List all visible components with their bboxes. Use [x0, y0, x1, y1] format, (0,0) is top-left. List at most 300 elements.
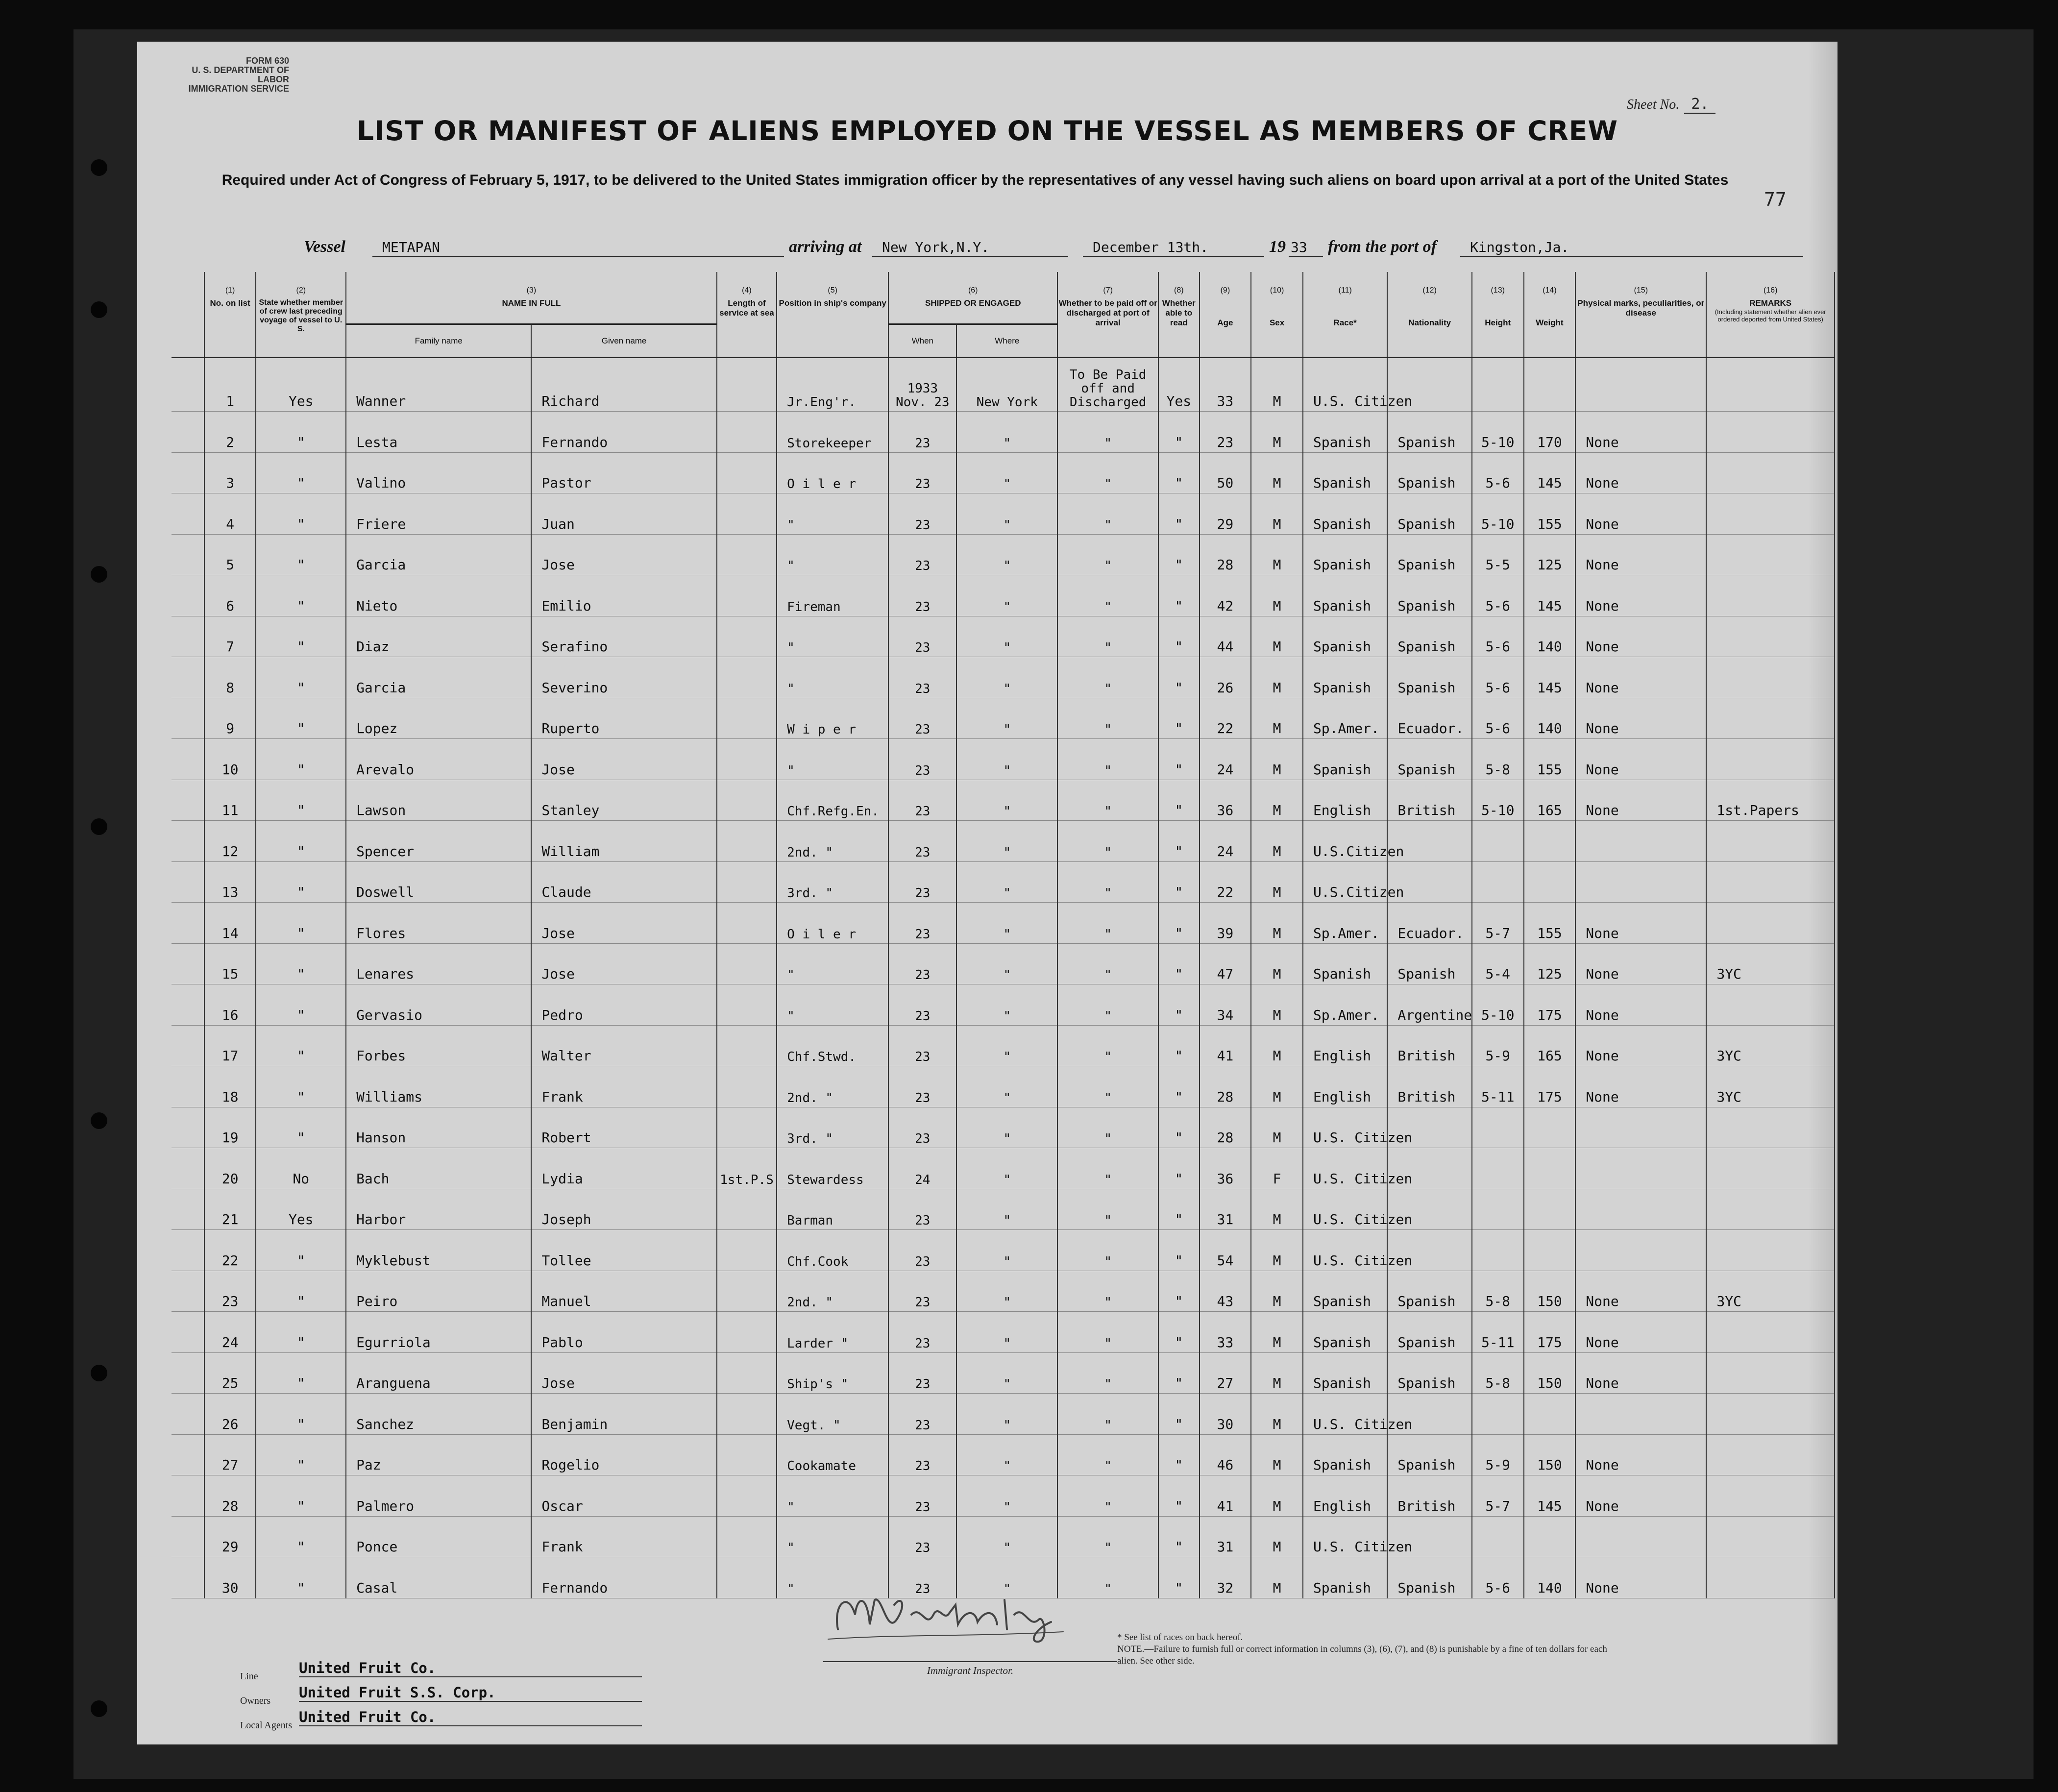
row-marks: None: [1575, 1475, 1706, 1517]
row-read: ": [1158, 903, 1199, 944]
row-position: Vegt. ": [777, 1394, 888, 1435]
row-family-name: Sanchez: [346, 1394, 531, 1435]
row-service: [717, 739, 777, 780]
row-age: 24: [1200, 821, 1251, 862]
row-margin: [172, 780, 204, 821]
row-nationality: Ecuador.: [1387, 698, 1471, 739]
row-sex: M: [1251, 739, 1303, 780]
row-number: 19: [204, 1107, 256, 1148]
row-remarks: 3YC: [1706, 1271, 1835, 1312]
row-marks: [1575, 358, 1706, 412]
row-height: 5-6: [1472, 575, 1524, 616]
row-position: 2nd. ": [777, 1066, 888, 1107]
row-remarks: [1706, 1312, 1835, 1353]
row-sex: M: [1251, 1434, 1303, 1475]
row-position: Chf.Refg.En.: [777, 780, 888, 821]
row-when: 23: [888, 452, 956, 493]
row-given-name: Emilio: [531, 575, 716, 616]
owners-value: United Fruit S.S. Corp.: [299, 1684, 642, 1702]
row-sex: M: [1251, 1271, 1303, 1312]
arriving-port: New York,N.Y.: [872, 239, 1068, 257]
row-marks: None: [1575, 412, 1706, 453]
row-family-name: Flores: [346, 903, 531, 944]
row-remarks: [1706, 1516, 1835, 1557]
row-race: U.S. Citizen: [1303, 1148, 1387, 1189]
row-race: Spanish: [1303, 1352, 1387, 1394]
row-where: ": [956, 1352, 1057, 1394]
row-where: ": [956, 1230, 1057, 1271]
row-read: ": [1158, 1557, 1199, 1598]
row-where: ": [956, 616, 1057, 657]
row-remarks: [1706, 821, 1835, 862]
row-where: ": [956, 903, 1057, 944]
row-race: Spanish: [1303, 943, 1387, 984]
row-where: ": [956, 452, 1057, 493]
row-nationality: Spanish: [1387, 1352, 1471, 1394]
row-race: U.S.Citizen: [1303, 821, 1387, 862]
row-sex: M: [1251, 616, 1303, 657]
sheet-number: [1627, 96, 1715, 113]
row-position: 3rd. ": [777, 1107, 888, 1148]
row-service: [717, 1066, 777, 1107]
row-family-name: Harbor: [346, 1189, 531, 1230]
row-height: [1472, 1516, 1524, 1557]
row-sex: M: [1251, 1107, 1303, 1148]
row-marks: None: [1575, 493, 1706, 535]
row-service: [717, 1312, 777, 1353]
row-remarks: [1706, 1475, 1835, 1517]
row-when: 23: [888, 1025, 956, 1066]
row-remarks: 3YC: [1706, 1025, 1835, 1066]
row-family-name: Garcia: [346, 534, 531, 575]
row-read: ": [1158, 1352, 1199, 1394]
row-height: [1472, 358, 1524, 412]
row-prev-voyage: ": [256, 984, 346, 1026]
table-row: [172, 1230, 1835, 1271]
binder-hole: [91, 159, 107, 176]
row-number: 21: [204, 1189, 256, 1230]
row-remarks: [1706, 1148, 1835, 1189]
row-given-name: Serafino: [531, 616, 716, 657]
row-nationality: British: [1387, 1066, 1471, 1107]
row-age: 33: [1200, 358, 1251, 412]
row-sex: M: [1251, 780, 1303, 821]
row-prev-voyage: ": [256, 412, 346, 453]
row-paid-off: ": [1057, 1271, 1158, 1312]
row-service: [717, 984, 777, 1026]
row-paid-off: ": [1057, 739, 1158, 780]
row-given-name: Jose: [531, 1352, 716, 1394]
row-where: ": [956, 821, 1057, 862]
table-row: [172, 358, 1835, 412]
row-when: 23: [888, 739, 956, 780]
row-age: 28: [1200, 1107, 1251, 1148]
row-prev-voyage: Yes: [256, 358, 346, 412]
row-marks: None: [1575, 534, 1706, 575]
row-race: Spanish: [1303, 412, 1387, 453]
col-position-header: (5) Position in ship's company: [777, 272, 888, 358]
row-marks: None: [1575, 1312, 1706, 1353]
row-position: ": [777, 616, 888, 657]
row-when: 23: [888, 984, 956, 1026]
row-age: 29: [1200, 493, 1251, 535]
row-remarks: 3YC: [1706, 943, 1835, 984]
row-margin: [172, 861, 204, 903]
row-given-name: Robert: [531, 1107, 716, 1148]
row-height: 5-5: [1472, 534, 1524, 575]
row-weight: [1524, 1230, 1576, 1271]
row-position: Storekeeper: [777, 412, 888, 453]
row-given-name: Jose: [531, 534, 716, 575]
row-where: ": [956, 1516, 1057, 1557]
row-paid-off: ": [1057, 1230, 1158, 1271]
row-given-name: Manuel: [531, 1271, 716, 1312]
row-marks: None: [1575, 616, 1706, 657]
row-number: 6: [204, 575, 256, 616]
row-read: ": [1158, 657, 1199, 698]
row-when: 23: [888, 575, 956, 616]
col-sex-header: (10) Sex: [1251, 272, 1303, 358]
form-number: FORM 630 U. S. DEPARTMENT OF LABOR IMMIGRATION SERVICE: [188, 56, 289, 94]
row-sex: M: [1251, 984, 1303, 1026]
row-paid-off: ": [1057, 412, 1158, 453]
line-value: United Fruit Co.: [299, 1660, 642, 1677]
col-when-header: When: [888, 324, 956, 358]
table-row: [172, 1352, 1835, 1394]
row-family-name: Nieto: [346, 575, 531, 616]
row-number: 16: [204, 984, 256, 1026]
row-family-name: Spencer: [346, 821, 531, 862]
row-position: 3rd. ": [777, 861, 888, 903]
row-family-name: Egurriola: [346, 1312, 531, 1353]
row-sex: M: [1251, 1312, 1303, 1353]
row-age: 24: [1200, 739, 1251, 780]
row-given-name: Frank: [531, 1516, 716, 1557]
row-race: Spanish: [1303, 739, 1387, 780]
row-margin: [172, 358, 204, 412]
row-paid-off: ": [1057, 452, 1158, 493]
row-nationality: Spanish: [1387, 452, 1471, 493]
row-margin: [172, 1107, 204, 1148]
col-shipped-header: (6) SHIPPED OR ENGAGED: [888, 272, 1057, 324]
row-height: 5-8: [1472, 1352, 1524, 1394]
row-weight: 175: [1524, 1066, 1576, 1107]
row-given-name: Lydia: [531, 1148, 716, 1189]
row-margin: [172, 698, 204, 739]
row-race: Sp.Amer.: [1303, 698, 1387, 739]
row-where: ": [956, 575, 1057, 616]
row-margin: [172, 1434, 204, 1475]
row-race: U.S. Citizen: [1303, 1394, 1387, 1435]
row-sex: M: [1251, 1230, 1303, 1271]
row-remarks: [1706, 1107, 1835, 1148]
row-when: 23: [888, 1189, 956, 1230]
row-where: ": [956, 1189, 1057, 1230]
races-note: * See list of races on back hereof.: [1117, 1632, 1243, 1643]
row-position: Stewardess: [777, 1148, 888, 1189]
row-prev-voyage: ": [256, 739, 346, 780]
row-marks: [1575, 1230, 1706, 1271]
row-given-name: Jose: [531, 903, 716, 944]
row-prev-voyage: ": [256, 534, 346, 575]
row-remarks: [1706, 903, 1835, 944]
row-read: ": [1158, 1394, 1199, 1435]
row-age: 39: [1200, 903, 1251, 944]
row-marks: None: [1575, 1434, 1706, 1475]
row-read: ": [1158, 1475, 1199, 1517]
row-paid-off: To Be Paid off and Discharged: [1057, 358, 1158, 412]
row-race: U.S. Citizen: [1303, 1189, 1387, 1230]
row-number: 10: [204, 739, 256, 780]
row-marks: None: [1575, 1557, 1706, 1598]
row-nationality: Spanish: [1387, 1557, 1471, 1598]
row-sex: M: [1251, 1516, 1303, 1557]
row-marks: None: [1575, 739, 1706, 780]
row-position: ": [777, 943, 888, 984]
row-race: Sp.Amer.: [1303, 984, 1387, 1026]
row-weight: [1524, 1107, 1576, 1148]
row-weight: [1524, 1394, 1576, 1435]
row-number: 17: [204, 1025, 256, 1066]
row-marks: None: [1575, 575, 1706, 616]
binder-hole: [91, 1700, 107, 1717]
row-position: 2nd. ": [777, 1271, 888, 1312]
row-read: ": [1158, 1230, 1199, 1271]
row-nationality: Spanish: [1387, 616, 1471, 657]
row-marks: None: [1575, 657, 1706, 698]
row-height: 5-6: [1472, 1557, 1524, 1598]
row-age: 32: [1200, 1557, 1251, 1598]
row-service: [717, 943, 777, 984]
row-prev-voyage: ": [256, 943, 346, 984]
row-prev-voyage: ": [256, 1557, 346, 1598]
row-when: 23: [888, 1066, 956, 1107]
row-family-name: Diaz: [346, 616, 531, 657]
row-age: 27: [1200, 1352, 1251, 1394]
col-prev-voyage-header: (2) State whether member of crew last preceding voyage of vessel to U. S.: [256, 272, 346, 358]
row-position: ": [777, 1557, 888, 1598]
col-paid-off-header: (7) Whether to be paid off or discharged at port of arrival: [1057, 272, 1158, 358]
col-service-header: (4) Length of service at sea: [717, 272, 777, 358]
row-remarks: [1706, 534, 1835, 575]
row-marks: [1575, 1189, 1706, 1230]
table-row: [172, 534, 1835, 575]
row-margin: [172, 1066, 204, 1107]
row-service: [717, 657, 777, 698]
row-family-name: Friere: [346, 493, 531, 535]
row-service: [717, 1475, 777, 1517]
row-where: ": [956, 861, 1057, 903]
row-position: 2nd. ": [777, 821, 888, 862]
row-remarks: [1706, 1394, 1835, 1435]
row-read: ": [1158, 984, 1199, 1026]
table-row: [172, 1148, 1835, 1189]
row-when: 23: [888, 698, 956, 739]
col-nationality-header: (12) Nationality: [1387, 272, 1471, 358]
row-nationality: Ecuador.: [1387, 903, 1471, 944]
row-weight: [1524, 358, 1576, 412]
row-sex: M: [1251, 1189, 1303, 1230]
row-sex: M: [1251, 943, 1303, 984]
row-read: ": [1158, 861, 1199, 903]
row-service: [717, 1352, 777, 1394]
inspector-line: [823, 1661, 1117, 1662]
row-sex: M: [1251, 1066, 1303, 1107]
row-prev-voyage: ": [256, 1066, 346, 1107]
table-row: [172, 493, 1835, 535]
row-remarks: [1706, 657, 1835, 698]
row-margin: [172, 1516, 204, 1557]
row-position: ": [777, 657, 888, 698]
row-sex: M: [1251, 534, 1303, 575]
row-paid-off: ": [1057, 1557, 1158, 1598]
row-read: ": [1158, 1025, 1199, 1066]
row-remarks: [1706, 739, 1835, 780]
row-age: 36: [1200, 780, 1251, 821]
row-number: 25: [204, 1352, 256, 1394]
row-when: 23: [888, 534, 956, 575]
row-given-name: Juan: [531, 493, 716, 535]
inspector-label: Immigrant Inspector.: [927, 1665, 1014, 1676]
row-sex: M: [1251, 1025, 1303, 1066]
row-service: [717, 1394, 777, 1435]
row-marks: None: [1575, 1025, 1706, 1066]
row-marks: None: [1575, 452, 1706, 493]
agents-value: United Fruit Co.: [299, 1709, 642, 1726]
row-marks: [1575, 1148, 1706, 1189]
row-age: 30: [1200, 1394, 1251, 1435]
crew-manifest-table: [172, 272, 1835, 1598]
row-height: 5-6: [1472, 698, 1524, 739]
row-service: 1st.P.S: [717, 1148, 777, 1189]
table-row: [172, 1475, 1835, 1517]
row-number: 4: [204, 493, 256, 535]
row-weight: 175: [1524, 984, 1576, 1026]
table-row: [172, 861, 1835, 903]
row-when: 23: [888, 493, 956, 535]
row-paid-off: ": [1057, 984, 1158, 1026]
row-age: 22: [1200, 698, 1251, 739]
row-where: ": [956, 698, 1057, 739]
table-row: [172, 412, 1835, 453]
row-service: [717, 861, 777, 903]
row-read: ": [1158, 1434, 1199, 1475]
row-service: [717, 1189, 777, 1230]
crew-rows: [172, 358, 1835, 1598]
row-paid-off: ": [1057, 1148, 1158, 1189]
row-margin: [172, 984, 204, 1026]
row-service: [717, 575, 777, 616]
row-margin: [172, 739, 204, 780]
row-height: 5-10: [1472, 984, 1524, 1026]
row-family-name: Peiro: [346, 1271, 531, 1312]
row-given-name: Pablo: [531, 1312, 716, 1353]
row-remarks: [1706, 1189, 1835, 1230]
inspector-signature: [828, 1585, 1083, 1649]
row-when: 23: [888, 1434, 956, 1475]
row-age: 22: [1200, 861, 1251, 903]
row-read: ": [1158, 780, 1199, 821]
row-when: 23: [888, 780, 956, 821]
row-height: 5-7: [1472, 903, 1524, 944]
row-weight: 150: [1524, 1352, 1576, 1394]
row-weight: 145: [1524, 452, 1576, 493]
row-sex: M: [1251, 1475, 1303, 1517]
table-row: [172, 1312, 1835, 1353]
row-service: [717, 493, 777, 535]
row-family-name: Bach: [346, 1148, 531, 1189]
row-when: 23: [888, 616, 956, 657]
col-age-header: (9) Age: [1200, 272, 1251, 358]
row-number: 2: [204, 412, 256, 453]
row-prev-voyage: ": [256, 452, 346, 493]
row-position: Larder ": [777, 1312, 888, 1353]
row-age: 28: [1200, 534, 1251, 575]
row-weight: 145: [1524, 1475, 1576, 1517]
vessel-label: Vessel: [304, 238, 345, 256]
row-service: [717, 903, 777, 944]
table-row: [172, 780, 1835, 821]
row-age: 23: [1200, 412, 1251, 453]
row-read: ": [1158, 1271, 1199, 1312]
row-number: 23: [204, 1271, 256, 1312]
row-prev-voyage: Yes: [256, 1189, 346, 1230]
row-sex: M: [1251, 493, 1303, 535]
row-weight: 125: [1524, 534, 1576, 575]
row-nationality: Spanish: [1387, 739, 1471, 780]
margin-header: [172, 272, 204, 358]
row-race: Spanish: [1303, 1312, 1387, 1353]
table-row: [172, 698, 1835, 739]
row-when: 1933 Nov. 23: [888, 358, 956, 412]
row-given-name: Fernando: [531, 412, 716, 453]
row-read: Yes: [1158, 358, 1199, 412]
row-margin: [172, 821, 204, 862]
row-number: 24: [204, 1312, 256, 1353]
row-weight: [1524, 1516, 1576, 1557]
row-paid-off: ": [1057, 1352, 1158, 1394]
row-where: ": [956, 1271, 1057, 1312]
row-given-name: Pastor: [531, 452, 716, 493]
row-age: 31: [1200, 1516, 1251, 1557]
from-port: Kingston,Ja.: [1460, 239, 1803, 257]
row-family-name: Casal: [346, 1557, 531, 1598]
row-family-name: Gervasio: [346, 984, 531, 1026]
row-margin: [172, 493, 204, 535]
row-race: Spanish: [1303, 657, 1387, 698]
row-read: ": [1158, 575, 1199, 616]
row-margin: [172, 1352, 204, 1394]
row-age: 50: [1200, 452, 1251, 493]
row-given-name: Jose: [531, 943, 716, 984]
row-number: 27: [204, 1434, 256, 1475]
owners-label: Owners: [240, 1695, 271, 1706]
row-age: 36: [1200, 1148, 1251, 1189]
row-margin: [172, 1394, 204, 1435]
row-height: [1472, 1148, 1524, 1189]
row-given-name: William: [531, 821, 716, 862]
row-weight: 125: [1524, 943, 1576, 984]
table-row: [172, 1189, 1835, 1230]
row-prev-voyage: ": [256, 493, 346, 535]
row-paid-off: ": [1057, 1394, 1158, 1435]
row-margin: [172, 575, 204, 616]
row-margin: [172, 1312, 204, 1353]
table-row: [172, 903, 1835, 944]
row-when: 23: [888, 1475, 956, 1517]
row-prev-voyage: ": [256, 1434, 346, 1475]
row-family-name: Arevalo: [346, 739, 531, 780]
